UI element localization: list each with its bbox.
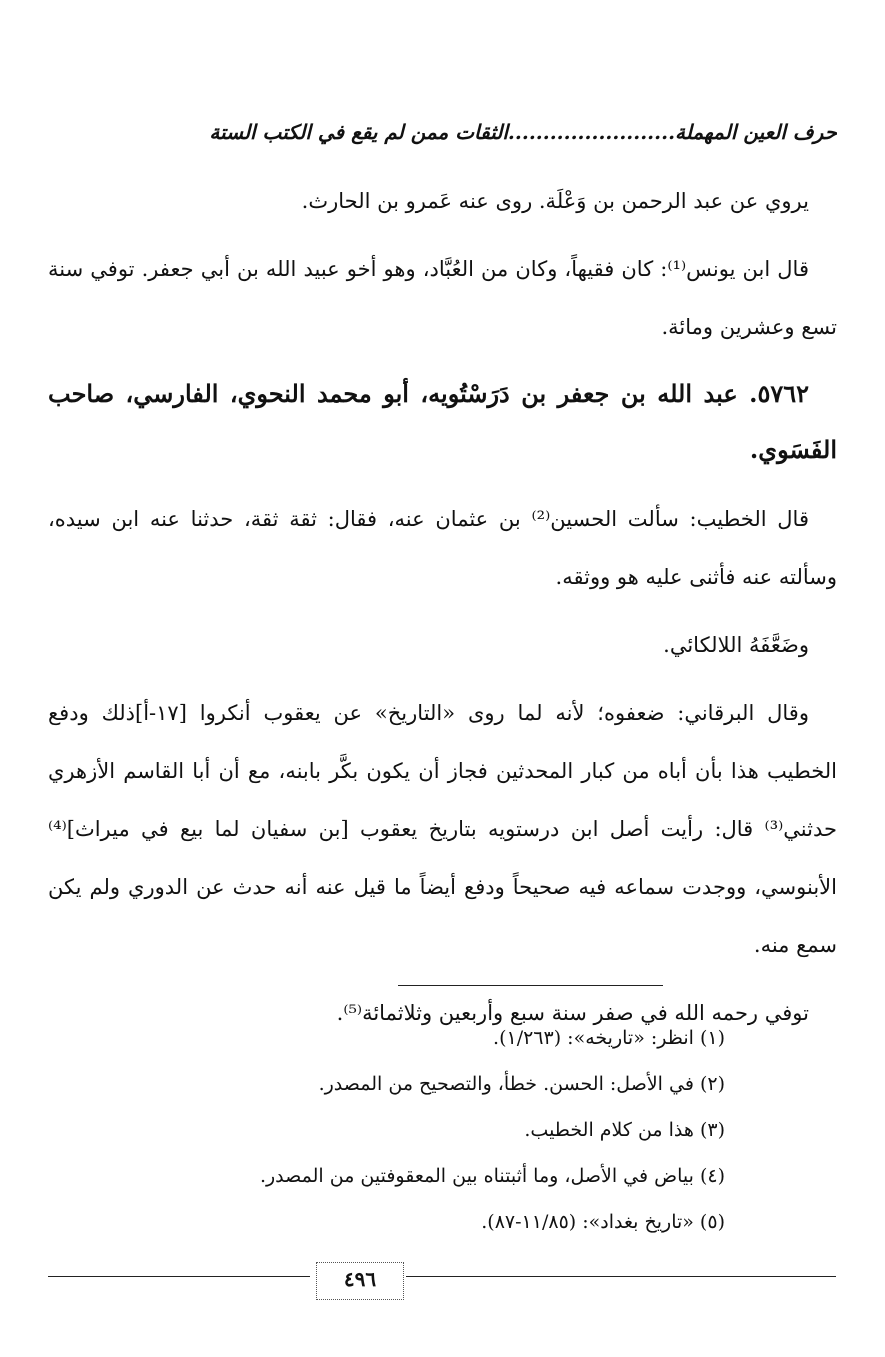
page-number: ٤٩٦ (316, 1262, 404, 1300)
paragraph: قال ابن يونس⁽¹⁾: كان فقيهاً، وكان من العُبَّاد، وهو أخو عبيد الله بن أبي جعفر. توفي سنة تسع وعشرين ومائة. (48, 257, 837, 339)
footnote: (٥) «تاريخ بغداد»: (١١/٨٥-٨٧). (481, 1211, 725, 1233)
running-header: حرف العين المهملة........................الثقات ممن لم يقع في الكتب الستة (209, 120, 837, 144)
paragraph: وضَعَّفَهُ اللالكائي. (663, 633, 809, 657)
paragraph: يروي عن عبد الرحمن بن وَعْلَة. روى عنه عَمرو بن الحارث. (301, 189, 809, 213)
footnote-separator (398, 985, 663, 986)
paragraph: توفي رحمه الله في صفر سنة سبع وأربعين وثلاثمائة⁽⁵⁾. (336, 1001, 809, 1025)
entry-heading: ٥٧٦٢. عبد الله بن جعفر بن دَرَسْتُويه، أبو محمد النحوي، الفارسي، صاحب الفَسَوي. (48, 379, 837, 464)
footer-rule-right (406, 1276, 836, 1277)
footnote: (٣) هذا من كلام الخطيب. (524, 1119, 725, 1141)
footnote: (١) انظر: «تاريخه»: (١/٢٦٣). (493, 1027, 725, 1049)
footnote: (٢) في الأصل: الحسن. خطأ، والتصحيح من المصدر. (318, 1073, 725, 1095)
footnote: (٤) بياض في الأصل، وما أثبتناه بين المعقوفتين من المصدر. (259, 1165, 725, 1187)
paragraph: قال الخطيب: سألت الحسين⁽²⁾ بن عثمان عنه، فقال: ثقة ثقة، حدثنا عنه ابن سيده، وسألته عنه فأثنى عليه هو ووثقه. (48, 507, 837, 589)
main-text (48, 172, 837, 1052)
footer-rule-left (48, 1276, 310, 1277)
footnotes (48, 1015, 725, 1245)
paragraph: وقال البرقاني: ضعفوه؛ لأنه لما روى «التاريخ» عن يعقوب أنكروا [١٧-أ]ذلك ودفع الخطيب هذا بأن أباه من كبار المحدثين فجاز أن يكون بكَّر بابنه، مع أن أبا القاسم الأزهري حدثني⁽³⁾ قال: رأيت أصل ابن درستويه بتاريخ يعقوب [بن سفيان لما بيع في ميراث]⁽⁴⁾ الأبنوسي، ووجدت سماعه فيه صحيحاً ودفع أيضاً ما قيل عنه أنه حدث عن الدوري ولم يكن سمع منه. (48, 701, 837, 957)
